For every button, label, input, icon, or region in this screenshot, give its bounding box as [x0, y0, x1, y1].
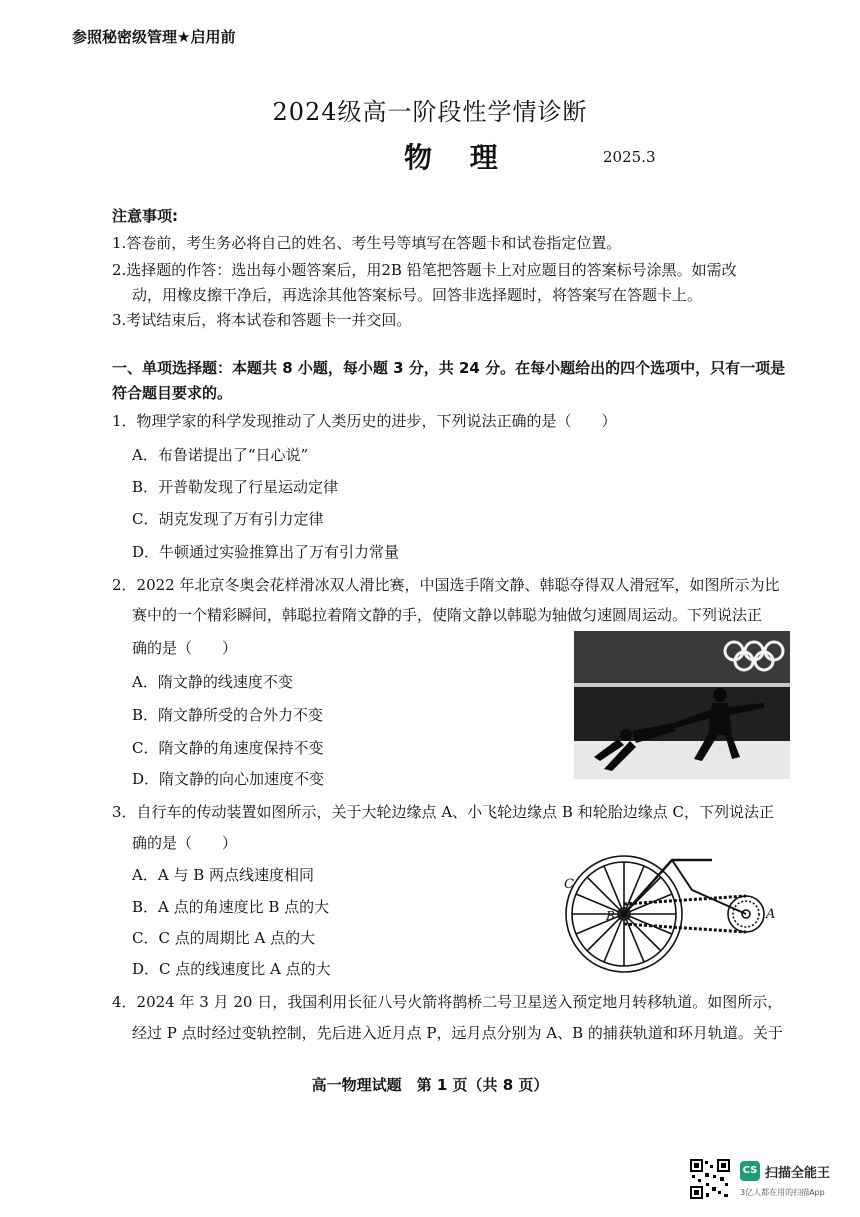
question-3-option-a: A．A 与 B 两点线速度相同: [132, 866, 314, 884]
question-2-option-a: A．隋文静的线速度不变: [132, 673, 293, 691]
label-b: B: [606, 909, 615, 923]
question-4-stem: 4．2024 年 3 月 20 日，我国利用长征八号火箭将鹊桥二号卫星送入预定地月转移轨道。如图所示，: [112, 993, 783, 1011]
question-1-option-c: C．胡克发现了万有引力定律: [132, 510, 324, 528]
question-2-stem: 2．2022 年北京冬奥会花样滑冰双人滑比赛，中国选手隋文静、韩聪夺得双人滑冠军，如图所示为比: [112, 576, 780, 594]
question-2-stem-cont: 确的是（ ）: [132, 639, 238, 657]
question-2-stem-cont: 赛中的一个精彩瞬间，韩聪拉着隋文静的手，使隋文静以韩聪为轴做匀速圆周运动。下列说法正: [132, 606, 763, 624]
question-1-option-d: D．牛顿通过实验推算出了万有引力常量: [132, 543, 400, 561]
question-3-stem: 3．自行车的传动装置如图所示，关于大轮边缘点 A、小飞轮边缘点 B 和轮胎边缘点 C，下列说法正: [112, 803, 774, 821]
qr-code-icon: [690, 1159, 730, 1199]
label-c: C: [564, 877, 574, 892]
question-3-option-c: C．C 点的周期比 A 点的大: [132, 929, 316, 947]
notice-item: 1.答卷前，考生务必将自己的姓名、考生号等填写在答题卡和试卷指定位置。: [112, 234, 622, 252]
section-heading: 一、单项选择题：本题共 8 小题，每小题 3 分，共 24 分。在每小题给出的四个选项中，只有一项是: [112, 359, 786, 377]
subject-title: 物 理: [404, 141, 512, 174]
notice-item: 2.选择题的作答：选出每小题答案后，用2B 铅笔把答题卡上对应题目的答案标号涂黑。如需改: [112, 261, 737, 279]
question-1-option-b: B．开普勒发现了行星运动定律: [132, 478, 339, 496]
question-2-option-d: D．隋文静的向心加速度不变: [132, 770, 325, 788]
question-4-stem-cont: 经过 P 点时经过变轨控制，先后进入近月点 P，远月点分别为 A、B 的捕获轨道和环月轨道。关于: [132, 1024, 783, 1042]
exam-title: 2024级高一阶段性学情诊断: [272, 98, 588, 126]
page-footer: 高一物理试题 第 1 页（共 8 页）: [311, 1076, 549, 1094]
question-3-option-b: B．A 点的角速度比 B 点的大: [132, 898, 330, 916]
section-heading-cont: 符合题目要求的。: [112, 384, 233, 402]
scanner-app-name: 扫描全能王: [765, 1166, 831, 1181]
question-3-option-d: D．C 点的线速度比 A 点的大: [132, 960, 331, 978]
figure-skating-photo: [574, 631, 790, 779]
notice-item: 3.考试结束后，将本试卷和答题卡一并交回。: [112, 311, 412, 329]
question-1-stem: 1．物理学家的科学发现推动了人类历史的进步，下列说法正确的是（ ）: [112, 412, 617, 430]
label-a: A: [766, 907, 776, 922]
notice-item: 动，用橡皮擦干净后，再选涂其他答案标号。回答非选择题时，将答案写在答题卡上。: [132, 286, 703, 304]
exam-date: 2025.3: [603, 148, 656, 166]
camscanner-logo-icon: CS: [740, 1161, 760, 1181]
notice-heading: 注意事项:: [112, 207, 178, 225]
question-1-option-a: A．布鲁诺提出了“日心说”: [132, 446, 309, 464]
scanner-app-tagline: 3亿人都在用的扫描App: [740, 1188, 825, 1197]
question-2-option-b: B．隋文静所受的合外力不变: [132, 706, 324, 724]
confidentiality-label: 参照秘密级管理★启用前: [72, 28, 236, 46]
question-2-option-c: C．隋文静的角速度保持不变: [132, 739, 324, 757]
question-3-stem-cont: 确的是（ ）: [132, 834, 238, 852]
bicycle-transmission-figure: [562, 850, 778, 980]
